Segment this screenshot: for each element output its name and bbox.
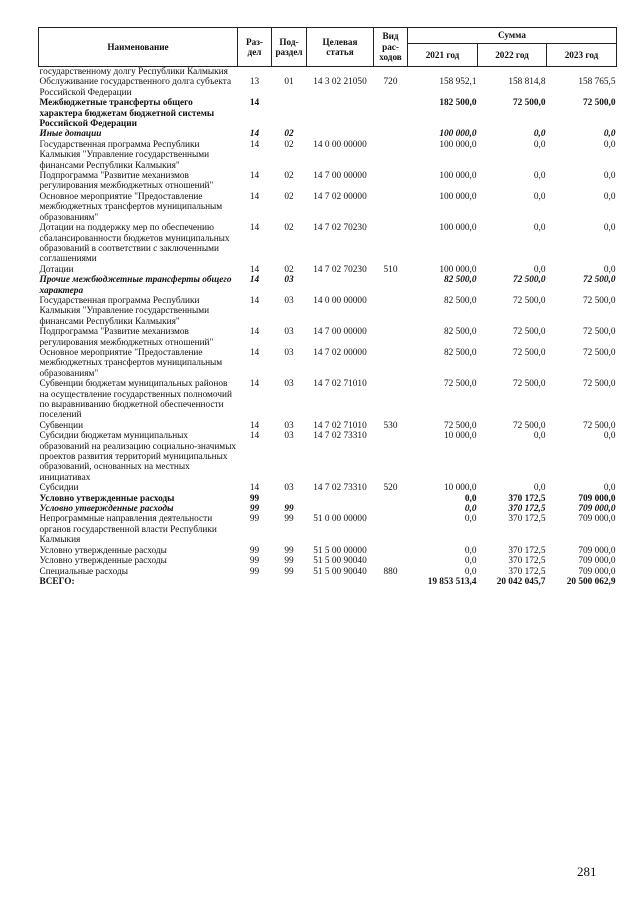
- row-name: Субвенции: [39, 420, 84, 431]
- row-target: 14 7 02 71010: [313, 379, 367, 390]
- header-exptype: Вид рас- ходов: [374, 28, 408, 67]
- row-amount-2022: 0,0: [533, 483, 546, 494]
- row-exptype: [374, 504, 408, 514]
- row-target: 51 5 00 90040: [313, 566, 367, 577]
- row-subsection: 02: [284, 129, 294, 140]
- table-row: [39, 296, 617, 327]
- table-row: [39, 494, 617, 504]
- row-name: Прочие межбюджетные трансферты общего характера: [39, 275, 232, 296]
- row-amount-2021: [408, 67, 478, 78]
- row-subsection: [272, 577, 307, 587]
- row-amount-2023: 158 765,5: [578, 77, 616, 88]
- row-amount-2021: 100 000,0: [439, 223, 477, 234]
- row-amount-2021: 100 000,0: [439, 139, 477, 150]
- row-target: 14 0 00 00000: [313, 295, 367, 306]
- row-amount-2023: 72 500,0: [582, 327, 616, 338]
- row-amount-2023: 72 500,0: [582, 347, 616, 358]
- row-amount-2022: 370 172,5: [508, 566, 546, 577]
- row-exptype: [374, 348, 408, 379]
- row-exptype: [374, 494, 408, 504]
- row-amount-2022: 0,0: [533, 431, 546, 442]
- row-name: Иные дотации: [39, 129, 102, 140]
- row-subsection: 03: [284, 347, 294, 358]
- row-exptype: [374, 556, 408, 566]
- row-amount-2022: 72 500,0: [512, 327, 546, 338]
- table-header: [39, 28, 617, 67]
- row-subsection: 03: [284, 431, 294, 442]
- row-subsection: 99: [284, 514, 294, 525]
- row-amount-2023: 0,0: [603, 431, 616, 442]
- row-section: 14: [249, 171, 260, 182]
- row-section: 14: [249, 483, 260, 494]
- row-amount-2021: 100 000,0: [439, 129, 477, 140]
- table-row: [39, 223, 617, 265]
- row-exptype: 720: [383, 77, 398, 88]
- page-number: 281: [577, 864, 597, 879]
- row-amount-2022: 72 500,0: [512, 275, 546, 286]
- row-amount-2021: 82 500,0: [443, 295, 477, 306]
- row-amount-2023: 0,0: [603, 171, 616, 182]
- table-row: [39, 192, 617, 223]
- row-subsection: [272, 98, 307, 129]
- row-target: [307, 494, 374, 504]
- row-section: 14: [249, 347, 260, 358]
- row-exptype: [374, 98, 408, 129]
- row-subsection: 03: [284, 275, 294, 286]
- row-section: 99: [249, 514, 260, 525]
- row-amount-2021: 10 000,0: [443, 483, 477, 494]
- row-section: 14: [249, 98, 260, 109]
- row-target: 14 7 02 71010: [313, 420, 367, 431]
- row-amount-2022: 370 172,5: [508, 514, 546, 525]
- table-row: [39, 421, 617, 431]
- row-exptype: 880: [383, 566, 398, 577]
- row-amount-2022: 72 500,0: [512, 347, 546, 358]
- row-target: [307, 98, 374, 129]
- row-exptype: [374, 275, 408, 296]
- row-name: Условно утвержденные расходы: [39, 504, 174, 515]
- row-amount-2023: 709 000,0: [578, 504, 616, 515]
- row-target: 14 7 00 00000: [313, 171, 367, 182]
- row-target: [307, 577, 374, 587]
- row-amount-2023: 0,0: [603, 129, 616, 140]
- row-name: Субсидии бюджетам муниципальных образований на реализацию социально-значимых проектов развития территорий муниципальных образований, основанных на местных инициативах: [39, 431, 237, 483]
- table-row: [39, 514, 617, 545]
- row-target: [307, 275, 374, 296]
- row-section: 99: [249, 504, 260, 515]
- row-subsection: 03: [284, 379, 294, 390]
- row-target: 14 7 00 00000: [313, 327, 367, 338]
- row-amount-2021: 182 500,0: [439, 98, 477, 109]
- row-name: Условно утвержденные расходы: [39, 556, 167, 567]
- row-exptype: 510: [383, 264, 398, 275]
- row-section: 14: [249, 420, 260, 431]
- row-name: Условно утвержденные расходы: [39, 545, 167, 556]
- row-name: Дотации: [39, 264, 74, 275]
- row-amount-2022: 158 814,8: [508, 77, 546, 88]
- row-amount-2023: 709 000,0: [578, 545, 616, 556]
- row-amount-2021: 100 000,0: [439, 191, 477, 202]
- row-amount-2021: 0,0: [464, 493, 477, 504]
- row-name: Подпрограмма "Развитие механизмов регулирования межбюджетных отношений": [39, 327, 214, 348]
- row-section: 99: [249, 493, 260, 504]
- row-amount-2021: 158 952,1: [439, 77, 477, 88]
- row-amount-2021: 0,0: [464, 566, 477, 577]
- row-target: [307, 504, 374, 514]
- row-name: Обслуживание государственного долга субъекта Российской Федерации: [39, 77, 232, 98]
- row-amount-2021: 82 500,0: [443, 347, 477, 358]
- table-row: [39, 577, 617, 587]
- row-exptype: [374, 223, 408, 265]
- row-amount-2023: 20 500 062,9: [566, 576, 616, 587]
- row-section: 14: [249, 327, 260, 338]
- row-amount-2023: 72 500,0: [582, 379, 616, 390]
- row-name: государственному долгу Республики Калмыкия: [39, 67, 228, 77]
- row-name: Государственная программа Республики Калмыкия "Управление государственными финансами Республики Калмыкия": [39, 295, 210, 327]
- row-amount-2022: 0,0: [533, 264, 546, 275]
- row-amount-2023: 709 000,0: [578, 556, 616, 567]
- header-target: Целевая статья: [307, 28, 374, 67]
- row-amount-2021: 100 000,0: [439, 171, 477, 182]
- row-subsection: 02: [284, 223, 294, 234]
- table-row: [39, 171, 617, 192]
- row-target: [307, 129, 374, 139]
- row-amount-2022: 0,0: [533, 223, 546, 234]
- row-amount-2023: 709 000,0: [578, 493, 616, 504]
- row-name: Государственная программа Республики Калмыкия "Управление государственными финансами Республики Калмыкия": [39, 139, 210, 171]
- row-exptype: [374, 546, 408, 556]
- row-section: 99: [249, 545, 260, 556]
- row-target: 51 5 00 00000: [313, 545, 367, 556]
- row-target: 14 0 00 00000: [313, 139, 367, 150]
- row-target: 14 7 02 00000: [313, 191, 367, 202]
- row-amount-2023: 72 500,0: [582, 98, 616, 109]
- row-subsection: 02: [284, 264, 294, 275]
- row-amount-2021: 72 500,0: [443, 379, 477, 390]
- row-amount-2023: 72 500,0: [582, 295, 616, 306]
- row-target: 51 0 00 00000: [313, 514, 367, 525]
- row-exptype: [374, 577, 408, 587]
- row-section: [238, 577, 272, 587]
- row-amount-2021: 19 853 513,4: [427, 576, 477, 587]
- table-row: [39, 504, 617, 514]
- row-amount-2021: 100 000,0: [439, 264, 477, 275]
- row-subsection: [272, 67, 307, 78]
- row-name: Непрограммные направления деятельности органов государственной власти Республики Калмыкия: [39, 514, 217, 546]
- row-section: 14: [249, 379, 260, 390]
- row-name: Основное мероприятие "Предоставление межбюджетных трансфертов муниципальным образованиям": [39, 347, 223, 379]
- row-exptype: [374, 129, 408, 139]
- row-amount-2022: 0,0: [533, 171, 546, 182]
- header-year-2022: 2022 год: [478, 44, 547, 67]
- row-name: Субсидии: [39, 483, 79, 494]
- row-amount-2023: 709 000,0: [578, 566, 616, 577]
- row-subsection: 99: [284, 556, 294, 567]
- header-section: Раз- дел: [238, 28, 272, 67]
- table-row: [39, 348, 617, 379]
- row-subsection: 99: [284, 566, 294, 577]
- table-row: [39, 265, 617, 275]
- row-section: 14: [249, 295, 260, 306]
- row-subsection: 99: [284, 504, 294, 515]
- row-amount-2022: 72 500,0: [512, 295, 546, 306]
- row-section: 14: [249, 431, 260, 442]
- row-section: [238, 67, 272, 78]
- row-name: Подпрограмма "Развитие механизмов регулирования межбюджетных отношений": [39, 171, 214, 192]
- row-subsection: 03: [284, 420, 294, 431]
- row-name: Межбюджетные трансферты общего характера бюджетам бюджетной системы Российской Федерации: [39, 98, 215, 130]
- row-name: Специальные расходы: [39, 566, 128, 577]
- row-amount-2021: 82 500,0: [443, 275, 477, 286]
- table-row: [39, 129, 617, 139]
- table-row: [39, 567, 617, 577]
- row-exptype: [374, 67, 408, 78]
- row-amount-2023: 0,0: [603, 223, 616, 234]
- row-target: 14 3 02 21050: [313, 77, 367, 88]
- row-amount-2022: 370 172,5: [508, 545, 546, 556]
- row-exptype: 520: [383, 483, 398, 494]
- row-amount-2021: 0,0: [464, 504, 477, 515]
- row-name: Основное мероприятие "Предоставление межбюджетных трансфертов муниципальным образованиям": [39, 191, 223, 223]
- row-subsection: 99: [284, 545, 294, 556]
- row-target: 51 5 00 90040: [313, 556, 367, 567]
- row-subsection: 02: [284, 139, 294, 150]
- table-row: [39, 546, 617, 556]
- row-amount-2023: 0,0: [603, 264, 616, 275]
- row-amount-2022: 0,0: [533, 129, 546, 140]
- row-amount-2023: 0,0: [603, 139, 616, 150]
- row-section: 14: [249, 223, 260, 234]
- row-section: 99: [249, 556, 260, 567]
- row-amount-2023: 72 500,0: [582, 420, 616, 431]
- table-row: [39, 483, 617, 493]
- row-amount-2022: 370 172,5: [508, 504, 546, 515]
- row-exptype: [374, 140, 408, 171]
- table-row: [39, 98, 617, 129]
- row-amount-2021: 0,0: [464, 556, 477, 567]
- table-row: [39, 275, 617, 296]
- row-section: 13: [249, 77, 260, 88]
- row-subsection: 03: [284, 327, 294, 338]
- row-section: 14: [249, 139, 260, 150]
- row-amount-2022: 0,0: [533, 139, 546, 150]
- row-subsection: 02: [284, 191, 294, 202]
- row-amount-2023: 0,0: [603, 191, 616, 202]
- row-target: 14 7 02 00000: [313, 347, 367, 358]
- table-row: [39, 67, 617, 78]
- row-amount-2022: 72 500,0: [512, 98, 546, 109]
- row-amount-2021: 10 000,0: [443, 431, 477, 442]
- row-amount-2022: 370 172,5: [508, 493, 546, 504]
- row-name: ВСЕГО:: [39, 576, 75, 587]
- row-subsection: 01: [284, 77, 294, 88]
- row-section: 14: [249, 129, 260, 140]
- row-amount-2023: [547, 67, 617, 78]
- row-name: Дотации на поддержку мер по обеспечению сбалансированности бюджетов муниципальных образований в соответствии с заключенными соглашениями: [39, 223, 230, 265]
- row-section: 14: [249, 191, 260, 202]
- row-amount-2022: 370 172,5: [508, 556, 546, 567]
- row-target: 14 7 02 70230: [313, 223, 367, 234]
- row-section: 14: [249, 264, 260, 275]
- row-section: 14: [249, 275, 260, 286]
- row-exptype: [374, 431, 408, 483]
- header-subsection: Под- раздел: [272, 28, 307, 67]
- table-row: [39, 431, 617, 483]
- row-amount-2022: 72 500,0: [512, 379, 546, 390]
- table-row: [39, 140, 617, 171]
- row-exptype: [374, 171, 408, 192]
- row-amount-2023: 72 500,0: [582, 275, 616, 286]
- row-subsection: [272, 494, 307, 504]
- row-amount-2021: 72 500,0: [443, 420, 477, 431]
- row-exptype: [374, 379, 408, 421]
- row-exptype: 530: [383, 420, 398, 431]
- row-name: Субвенции бюджетам муниципальных районов на осуществление государственных полномочий по выравниванию бюджетной обеспеченности поселений: [39, 379, 232, 421]
- header-year-2021: 2021 год: [408, 44, 478, 67]
- table-row: [39, 379, 617, 421]
- budget-table: [38, 27, 617, 587]
- row-amount-2022: 0,0: [533, 191, 546, 202]
- row-amount-2022: 20 042 045,7: [496, 576, 546, 587]
- row-name: Условно утвержденные расходы: [39, 493, 175, 504]
- row-exptype: [374, 296, 408, 327]
- row-amount-2023: 709 000,0: [578, 514, 616, 525]
- row-target: 14 7 02 73310: [313, 483, 367, 494]
- row-amount-2023: 0,0: [603, 483, 616, 494]
- row-target: 14 7 02 73310: [313, 431, 367, 442]
- row-exptype: [374, 514, 408, 545]
- table-body: [39, 67, 617, 588]
- header-name: Наименование: [39, 28, 238, 67]
- row-subsection: 03: [284, 483, 294, 494]
- row-exptype: [374, 327, 408, 348]
- row-amount-2021: 82 500,0: [443, 327, 477, 338]
- row-exptype: [374, 192, 408, 223]
- row-amount-2021: 0,0: [464, 514, 477, 525]
- header-sum: Сумма: [408, 28, 617, 44]
- row-amount-2022: [478, 67, 547, 78]
- row-subsection: 02: [284, 171, 294, 182]
- table-row: [39, 77, 617, 98]
- row-target: [307, 67, 374, 78]
- table-row: [39, 327, 617, 348]
- row-target: 14 7 02 70230: [313, 264, 367, 275]
- header-year-2023: 2023 год: [547, 44, 617, 67]
- row-amount-2021: 0,0: [464, 545, 477, 556]
- row-subsection: 03: [284, 295, 294, 306]
- row-amount-2022: 72 500,0: [512, 420, 546, 431]
- table-row: [39, 556, 617, 566]
- row-section: 99: [249, 566, 260, 577]
